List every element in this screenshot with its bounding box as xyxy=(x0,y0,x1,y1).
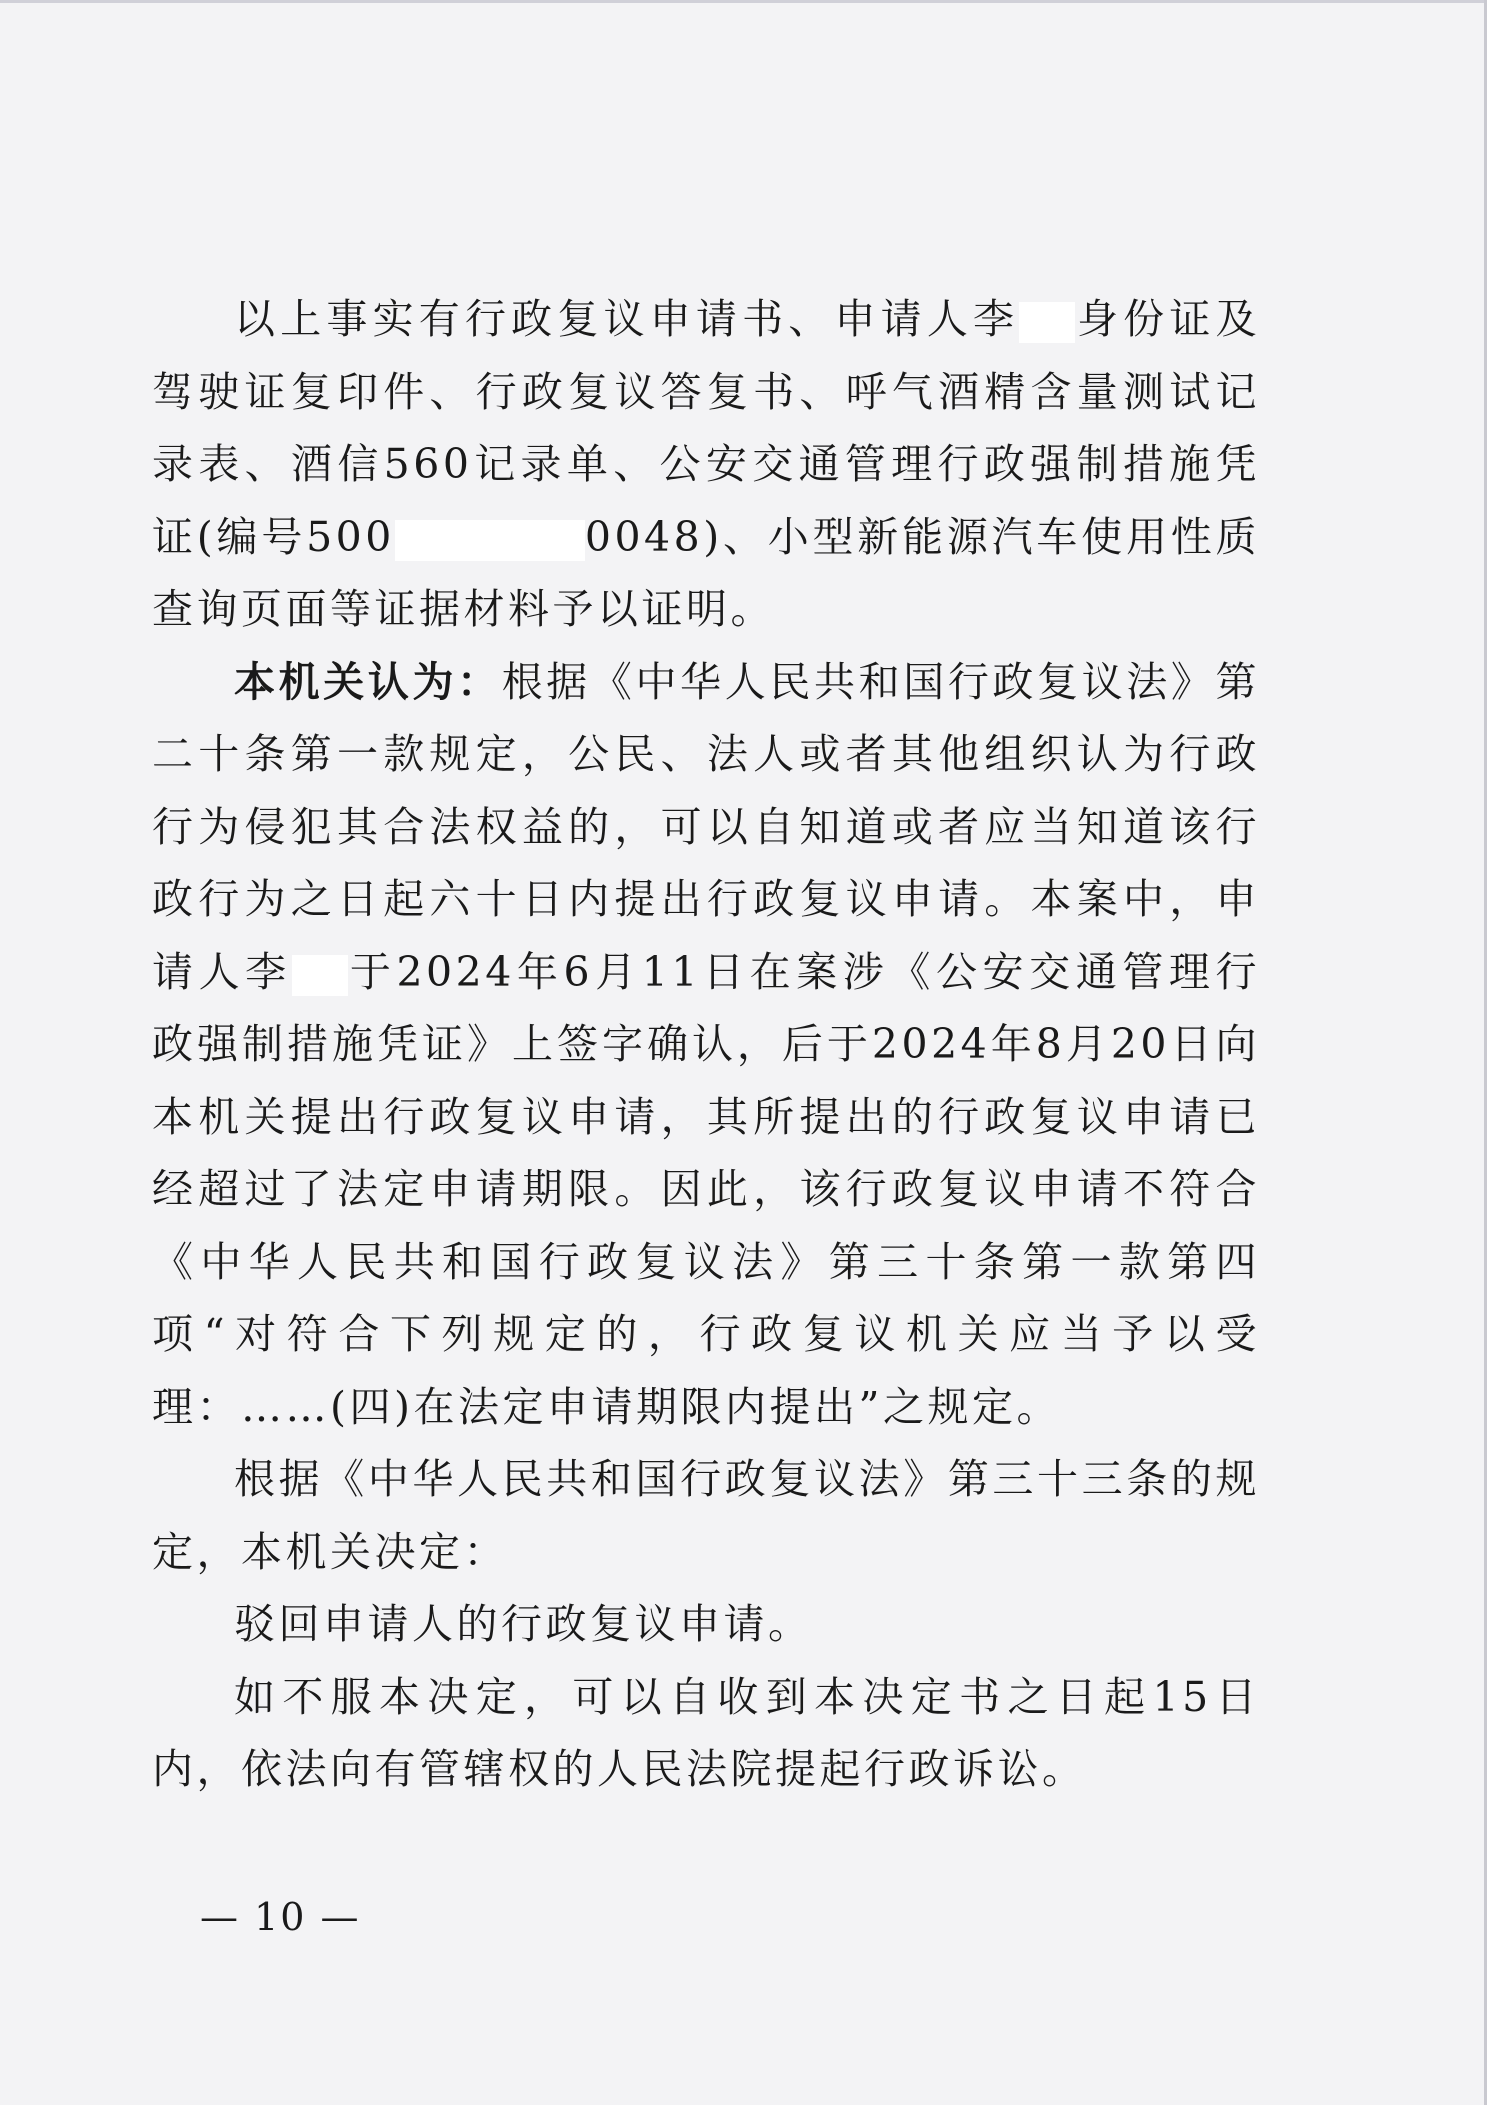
paragraph-opinion xyxy=(152,646,1260,1444)
evidence-text-middle: 身份证及驾驶证复印件、行政复议答复书、呼气酒精含量测试记录表、酒信560记录单、公安交通管理行政强制措施凭证(编号500 xyxy=(152,295,1261,561)
evidence-text-end: 0048)、小型新能源汽车使用性质查询页面等证据材料予以证明。 xyxy=(152,512,1260,633)
document-body xyxy=(152,283,1260,1806)
redaction-box xyxy=(1019,302,1075,343)
opinion-lead: 本机关认为： xyxy=(234,657,502,706)
evidence-text-start: 以上事实有行政复议申请书、申请人李 xyxy=(234,295,1020,343)
page-number: — 10 — xyxy=(200,1895,361,1939)
paragraph-basis: 根据《中华人民共和国行政复议法》第三十三条的规定，本机关决定： xyxy=(152,1455,1260,1576)
opinion-text-start: 根据《中华人民共和国行政复议法》第二十条第一款规定，公民、法人或者其他组织认为行政行为侵犯其合法权益的，可以自知道或者应当知道该行政行为之日起六十日内提出行政复议申请。本案中，申请人李 xyxy=(152,657,1261,996)
paragraph-decision: 驳回申请人的行政复议申请。 xyxy=(234,1600,813,1648)
paragraph-appeal: 如不服本决定，可以自收到本决定书之日起15日内，依法向有管辖权的人民法院提起行政诉讼。 xyxy=(152,1672,1260,1793)
opinion-text-end: 于2024年6月11日在案涉《公安交通管理行政强制措施凭证》上签字确认，后于2024年8月20日向本机关提出行政复议申请，其所提出的行政复议申请已经超过了法定申请期限。因此，该行政复议申请不符合《中华人民共和国行政复议法》第三十条第一款第四项“对符合下列规定的，行政复议机关应当予以受理：……(四)在法定申请期限内提出”之规定。 xyxy=(152,947,1260,1431)
paragraph-evidence xyxy=(152,283,1260,646)
redaction-box xyxy=(292,955,348,996)
scan-top-edge xyxy=(0,0,1487,3)
redaction-box xyxy=(395,520,585,561)
